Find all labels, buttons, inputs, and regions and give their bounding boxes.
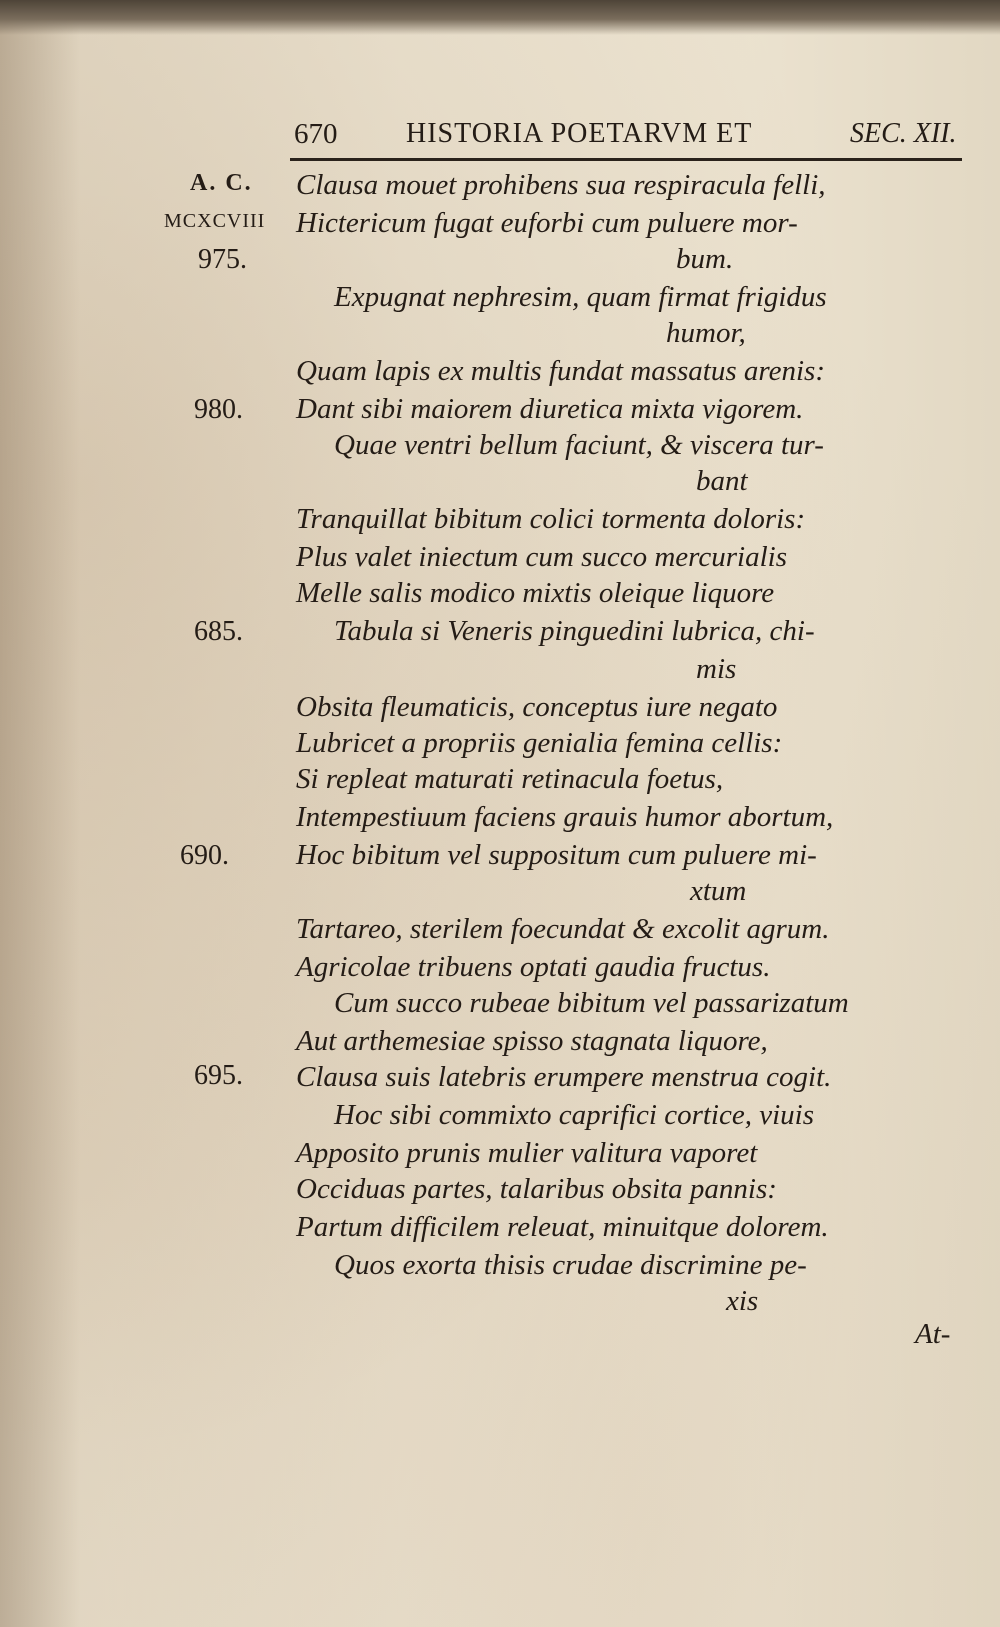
verse-line: Plus valet iniectum cum succo mercurialis — [296, 541, 788, 573]
verse-line: bum. — [676, 243, 734, 275]
verse-line: Agricolae tribuens optati gaudia fructus. — [296, 951, 771, 983]
running-title: HISTORIA POETARVM ET — [406, 118, 753, 149]
margin-era: A. C. — [190, 170, 253, 196]
verse-line: Tartareo, sterilem foecundat & excolit agrum. — [296, 913, 830, 945]
verse-line: xis — [726, 1285, 759, 1317]
verse-line: Expugnat nephresim, quam firmat frigidus — [334, 281, 827, 313]
verse-line: humor, — [666, 317, 746, 349]
verse-line: Clausa suis latebris erumpere menstrua cogit. — [296, 1061, 832, 1093]
margin-line-number: 980. — [194, 394, 243, 425]
verse-line: Aut arthemesiae spisso stagnata liquore, — [296, 1025, 768, 1057]
running-header — [290, 114, 970, 160]
gutter-shadow — [0, 0, 80, 1627]
verse-line: Tabula si Veneris pinguedini lubrica, chi- — [334, 615, 815, 647]
verse-line: Occiduas partes, talaribus obsita pannis: — [296, 1173, 777, 1205]
verse-line: Quae ventri bellum faciunt, & viscera tur- — [334, 429, 824, 461]
verse-line: Hoc bibitum vel suppositum cum puluere mi- — [296, 839, 817, 871]
verse-line: Obsita fleumaticis, conceptus iure negato — [296, 691, 778, 723]
verse-line: Apposito prunis mulier valitura vaporet — [296, 1137, 758, 1169]
verse-line: xtum — [690, 875, 747, 907]
margin-line-number: 695. — [194, 1060, 243, 1091]
verse-line: Lubricet a propriis genialia femina cellis: — [296, 727, 783, 759]
section-label: SEC. XII. — [850, 118, 957, 149]
verse-line: Hictericum fugat euforbi cum puluere mor- — [296, 207, 798, 239]
top-edge-shadow — [0, 0, 1000, 35]
page-number: 670 — [294, 118, 338, 150]
verse-line: Intempestiuum faciens grauis humor abortum, — [296, 801, 834, 833]
verse-line: bant — [696, 465, 748, 497]
margin-year: MCXCVIII — [164, 210, 266, 232]
verse-line: Melle salis modico mixtis oleique liquore — [296, 577, 775, 609]
header-rule — [290, 158, 962, 161]
margin-line-number: 685. — [194, 616, 243, 647]
verse-line: Partum difficilem releuat, minuitque dolorem. — [296, 1211, 829, 1243]
verse-line: Quam lapis ex multis fundat massatus arenis: — [296, 355, 825, 387]
verse-line: Hoc sibi commixto caprifici cortice, viuis — [334, 1099, 815, 1131]
catchword: At- — [915, 1318, 951, 1350]
verse-line: Dant sibi maiorem diuretica mixta vigorem. — [296, 393, 804, 425]
verse-line: Cum succo rubeae bibitum vel passarizatum — [334, 987, 849, 1019]
verse-line: Tranquillat bibitum colici tormenta doloris: — [296, 503, 806, 535]
verse-line: mis — [696, 653, 737, 685]
verse-line: Clausa mouet prohibens sua respiracula felli, — [296, 169, 826, 201]
verse-line: Si repleat maturati retinacula foetus, — [296, 763, 724, 795]
margin-line-number: 975. — [198, 244, 247, 275]
verse-line: Quos exorta thisis crudae discrimine pe- — [334, 1249, 807, 1281]
margin-line-number: 690. — [180, 840, 229, 871]
